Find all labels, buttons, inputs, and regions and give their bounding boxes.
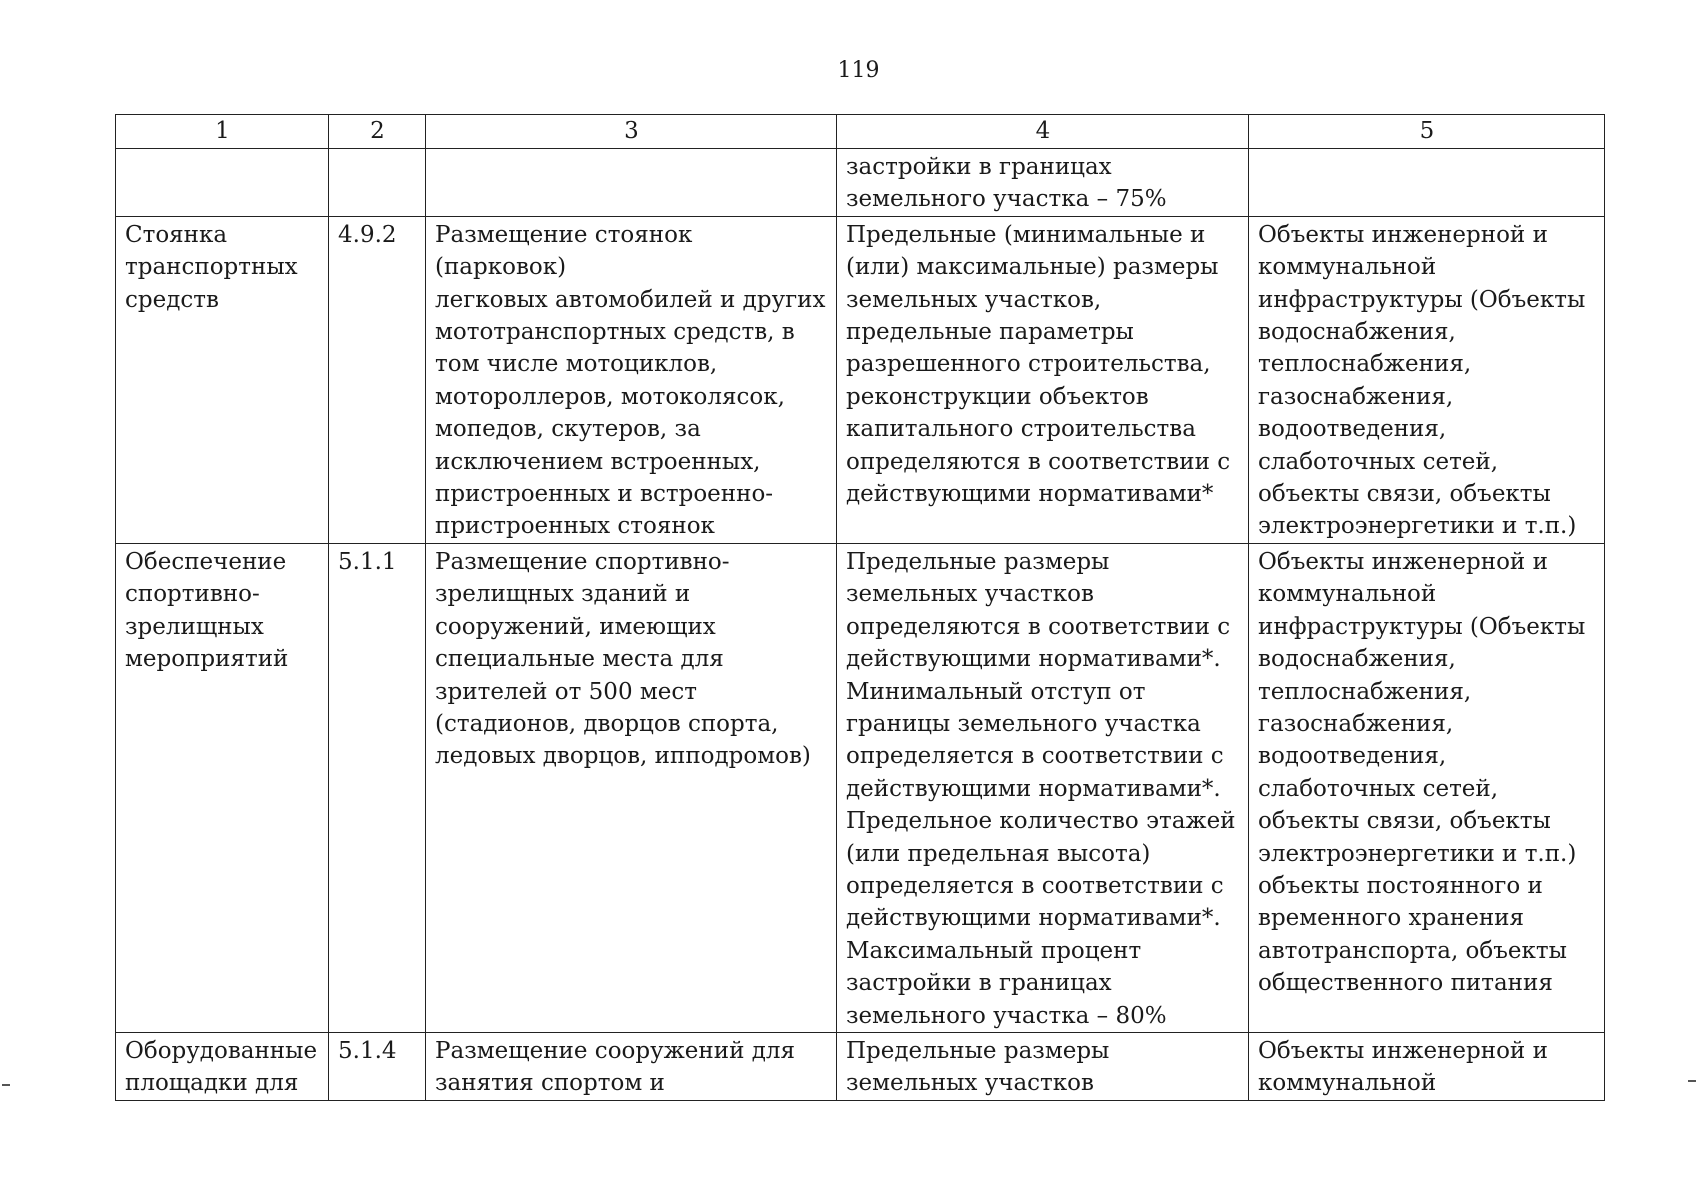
use-name-cell bbox=[116, 149, 329, 217]
parameters-cell: Предельные (минимальные и (или) максимальные) размеры земельных участков, предельные параметры разрешенного строительства, реконструкции объектов капитального строительства определяются в соответствии с действующими нормативами* bbox=[837, 216, 1249, 543]
auxiliary-uses-cell bbox=[1249, 149, 1605, 217]
parameters-cell: Предельные размеры земельных участков bbox=[837, 1032, 1249, 1100]
land-use-table bbox=[115, 114, 1605, 1101]
table-row bbox=[116, 543, 1605, 1032]
table-row bbox=[116, 1032, 1605, 1100]
scan-margin-mark-left bbox=[2, 1084, 10, 1086]
table-row bbox=[116, 149, 1605, 217]
use-code-cell: 5.1.4 bbox=[329, 1032, 426, 1100]
use-description-cell: Размещение спортивно- зрелищных зданий и сооружений, имеющих специальные места для зрителей от 500 мест (стадионов, дворцов спорта, ледовых дворцов, ипподромов) bbox=[426, 543, 837, 1032]
column-header-3: 3 bbox=[426, 115, 837, 149]
page-number: 119 bbox=[837, 58, 880, 83]
use-description-cell: Размещение стоянок (парковок) легковых автомобилей и других мототранспортных средств, в том числе мотоциклов, мотороллеров, мотоколясок, мопедов, скутеров, за исключением встроенных, пристроенных и встроенно- пристроенных стоянок bbox=[426, 216, 837, 543]
use-description-cell: Размещение сооружений для занятия спортом и bbox=[426, 1032, 837, 1100]
use-name-cell: Стоянка транспортных средств bbox=[116, 216, 329, 543]
use-code-cell: 5.1.1 bbox=[329, 543, 426, 1032]
use-code-cell bbox=[329, 149, 426, 217]
column-header-2: 2 bbox=[329, 115, 426, 149]
parameters-cell: Предельные размеры земельных участков определяются в соответствии с действующими нормативами*. Минимальный отступ от границы земельного участка определяется в соответствии с действующими нормативами*. Предельное количество этажей (или предельная высота) определяется в соответствии с действующими нормативами*. Максимальный процент застройки в границах земельного участка – 80% bbox=[837, 543, 1249, 1032]
column-header-4: 4 bbox=[837, 115, 1249, 149]
parameters-cell: застройки в границах земельного участка – 75% bbox=[837, 149, 1249, 217]
table-header-row bbox=[116, 115, 1605, 149]
scan-margin-mark-right bbox=[1688, 1080, 1696, 1082]
use-code-cell: 4.9.2 bbox=[329, 216, 426, 543]
use-description-cell bbox=[426, 149, 837, 217]
column-header-1: 1 bbox=[116, 115, 329, 149]
auxiliary-uses-cell: Объекты инженерной и коммунальной bbox=[1249, 1032, 1605, 1100]
table-row bbox=[116, 216, 1605, 543]
use-name-cell: Оборудованные площадки для bbox=[116, 1032, 329, 1100]
auxiliary-uses-cell: Объекты инженерной и коммунальной инфраструктуры (Объекты водоснабжения, теплоснабжения, газоснабжения, водоотведения, слаботочных сетей, объекты связи, объекты электроэнергетики и т.п.) bbox=[1249, 216, 1605, 543]
use-name-cell: Обеспечение спортивно- зрелищных мероприятий bbox=[116, 543, 329, 1032]
auxiliary-uses-cell: Объекты инженерной и коммунальной инфраструктуры (Объекты водоснабжения, теплоснабжения, газоснабжения, водоотведения, слаботочных сетей, объекты связи, объекты электроэнергетики и т.п.) объекты постоянного и временного хранения автотранспорта, объекты общественного питания bbox=[1249, 543, 1605, 1032]
column-header-5: 5 bbox=[1249, 115, 1605, 149]
